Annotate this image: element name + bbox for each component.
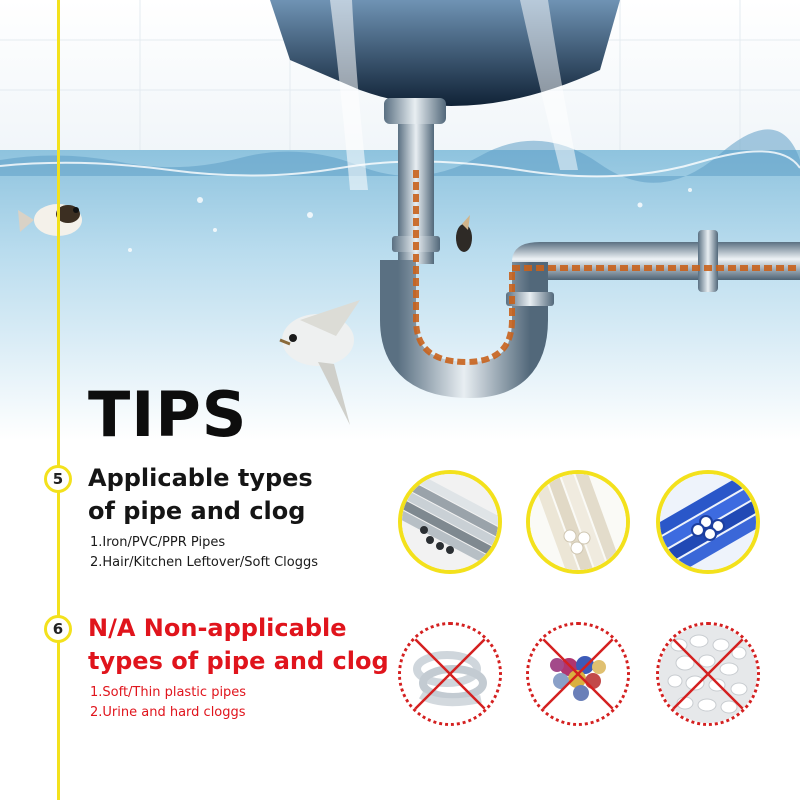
non-applicable-list xyxy=(90,683,246,723)
ppr-pipes-image xyxy=(656,470,760,574)
step-badge-5: 5 xyxy=(44,465,72,493)
applicable-heading xyxy=(88,462,313,528)
list-item: 2.Hair/Kitchen Leftover/Soft Cloggs xyxy=(90,555,319,570)
applicable-heading-line1: Applicable types xyxy=(88,464,313,492)
non-applicable-heading-line2: types of pipe and clog xyxy=(88,647,389,675)
applicable-list xyxy=(90,533,318,573)
list-item: 1.Iron/PVC/PPR Pipes xyxy=(90,535,226,550)
soft-plastic-pipe-image xyxy=(398,622,502,726)
applicable-heading-line2: of pipe and clog xyxy=(88,497,306,525)
list-item: 1.Soft/Thin plastic pipes xyxy=(90,685,247,700)
page-title: TIPS xyxy=(88,378,248,451)
hard-clog-balls-image xyxy=(526,622,630,726)
metal-pipes-image xyxy=(398,470,502,574)
non-applicable-heading-line1: N/A Non-applicable xyxy=(88,614,347,642)
list-item: 2.Urine and hard cloggs xyxy=(90,705,246,720)
gravel-clog-image xyxy=(656,622,760,726)
pvc-pipes-image xyxy=(526,470,630,574)
non-applicable-heading xyxy=(88,612,389,678)
timeline-line xyxy=(57,0,60,800)
step-badge-6: 6 xyxy=(44,615,72,643)
